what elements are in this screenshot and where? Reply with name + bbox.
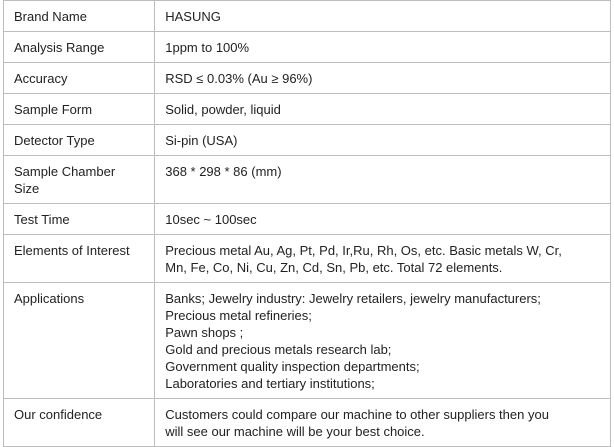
- value-line: Laboratories and tertiary institutions;: [165, 376, 375, 391]
- row-value-applications: [155, 283, 611, 399]
- table-row: [4, 1, 611, 32]
- value-line: Customers could compare our machine to other suppliers then you: [165, 407, 549, 422]
- value-line: Government quality inspection departments;: [165, 359, 420, 374]
- value-line: Si-pin (USA): [165, 133, 238, 148]
- value-line: RSD ≤ 0.03% (Au ≥ 96%): [165, 71, 313, 86]
- value-line: 1ppm to 100%: [165, 40, 250, 55]
- value-line: 368 * 298 * 86 (mm): [165, 164, 282, 179]
- row-value-sample-form: [155, 94, 611, 125]
- specification-table: [3, 0, 611, 447]
- row-label-brand-name: Brand Name: [4, 1, 155, 32]
- table-row: [4, 283, 611, 399]
- table-row: [4, 32, 611, 63]
- row-value-our-confidence: [155, 399, 611, 447]
- value-line: Mn, Fe, Co, Ni, Cu, Zn, Cd, Sn, Pb, etc. Total 72 elements.: [165, 260, 503, 275]
- value-line: Banks; Jewelry industry: Jewelry retailers, jewelry manufacturers;: [165, 291, 541, 306]
- value-line: 10sec ~ 100sec: [165, 212, 257, 227]
- value-line: Solid, powder, liquid: [165, 102, 281, 117]
- row-label-detector-type: Detector Type: [4, 125, 155, 156]
- table-row: [4, 235, 611, 283]
- row-value-accuracy: [155, 63, 611, 94]
- table-row: [4, 204, 611, 235]
- row-label-sample-form: Sample Form: [4, 94, 155, 125]
- value-line: Precious metal Au, Ag, Pt, Pd, Ir,Ru, Rh, Os, etc. Basic metals W, Cr,: [165, 243, 562, 258]
- label-line: Size: [14, 181, 40, 196]
- table-row: [4, 399, 611, 447]
- table-row: [4, 63, 611, 94]
- row-value-test-time: [155, 204, 611, 235]
- row-label-analysis-range: Analysis Range: [4, 32, 155, 63]
- value-line: HASUNG: [165, 9, 221, 24]
- row-value-detector-type: [155, 125, 611, 156]
- row-label-our-confidence: Our confidence: [4, 399, 155, 447]
- value-line: Gold and precious metals research lab;: [165, 342, 392, 357]
- row-label-accuracy: Accuracy: [4, 63, 155, 94]
- table-row: [4, 94, 611, 125]
- row-value-brand-name: [155, 1, 611, 32]
- value-line: Pawn shops ;: [165, 325, 244, 340]
- row-label-applications: Applications: [4, 283, 155, 399]
- table-row: [4, 125, 611, 156]
- value-line: will see our machine will be your best choice.: [165, 424, 425, 439]
- value-line: Precious metal refineries;: [165, 308, 312, 323]
- label-line: Sample Chamber: [14, 164, 116, 179]
- row-value-sample-chamber-size: [155, 156, 611, 204]
- row-label-elements-of-interest: Elements of Interest: [4, 235, 155, 283]
- row-label-sample-chamber-size: [4, 156, 155, 204]
- table-row: [4, 156, 611, 204]
- row-label-test-time: Test Time: [4, 204, 155, 235]
- row-value-elements-of-interest: [155, 235, 611, 283]
- row-value-analysis-range: [155, 32, 611, 63]
